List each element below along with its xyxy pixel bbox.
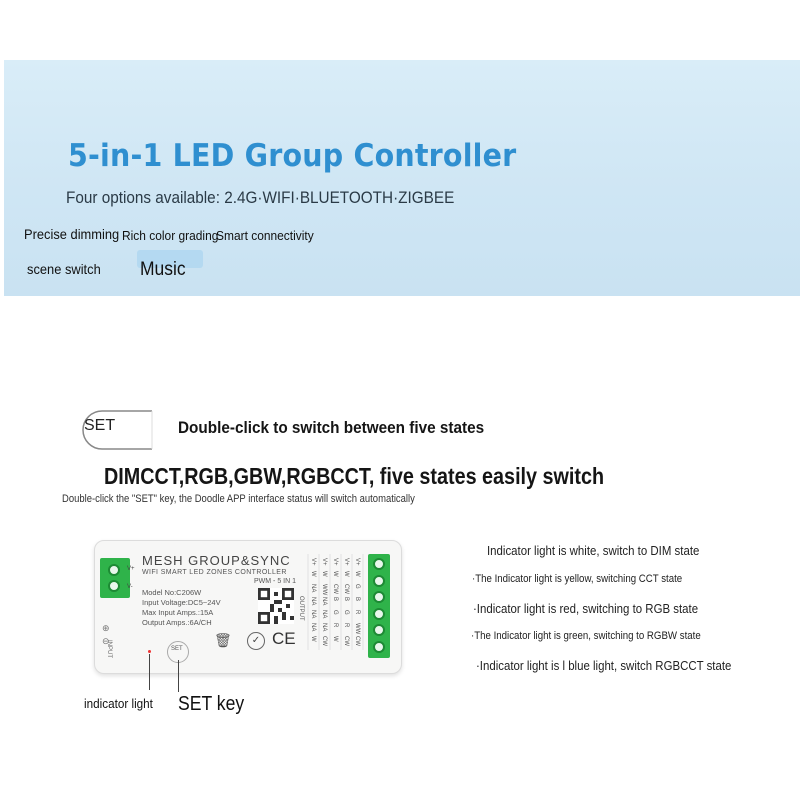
indicator-light-label: indicator light <box>84 696 153 711</box>
output-table-cell: W <box>321 571 327 577</box>
output-table <box>306 554 368 654</box>
terminal-screw <box>373 641 385 653</box>
terminal-screw <box>108 580 120 592</box>
feature-rich-color: Rich color grading <box>122 228 219 243</box>
terminal-screw <box>373 591 385 603</box>
output-table-cell: W <box>332 571 338 577</box>
output-table-cell: W <box>310 636 316 642</box>
device-subtitle: WIFI SMART LED ZONES CONTROLLER <box>142 569 287 576</box>
feature-scene-switch: scene switch <box>27 261 101 277</box>
device-brand: MESH GROUP&SYNC <box>142 553 291 568</box>
output-table-cell: W <box>310 571 316 577</box>
page-title: 5-in-1 LED Group Controller <box>68 138 517 174</box>
output-table-cell: NA <box>310 610 316 619</box>
set-button-label: SET <box>84 417 116 434</box>
app-switch-note: Double-click the "SET" key, the Doodle APP interface status will switch automatically <box>62 493 415 505</box>
terminal-screw <box>373 575 385 587</box>
output-table-cell: CW <box>343 584 349 594</box>
output-table-cell: W <box>354 571 360 577</box>
terminal-screw <box>373 608 385 620</box>
state-rgbw: ·The Indicator light is green, switching to RGBW state <box>471 630 701 642</box>
output-table-cell: V+ <box>332 558 338 566</box>
v-plus-label: V+ <box>127 566 135 572</box>
indicator-led <box>148 650 151 653</box>
recycle-bin-icon: 🗑 <box>214 632 232 648</box>
output-table-cell: CW <box>354 636 360 646</box>
output-table-cell: WW <box>354 623 360 635</box>
output-table-cell: V+ <box>321 558 327 566</box>
output-table-cell: NA <box>321 610 327 619</box>
state-cct: ·The Indicator light is yellow, switching CCT state <box>472 573 683 585</box>
ce-mark: CE <box>272 629 296 648</box>
output-table-cell: NA <box>310 584 316 593</box>
output-table-cell: R <box>354 610 360 615</box>
indicator-callout-line <box>149 654 150 690</box>
state-rgb: ·Indicator light is red, switching to RGB state <box>473 601 699 616</box>
spec-model: Model No:C206W <box>142 588 202 597</box>
page-subtitle: Four options available: 2.4G·WIFI·BLUETOOTH·ZIGBEE <box>66 188 455 207</box>
output-table-cell: CW <box>332 584 338 594</box>
output-table-cell: WW <box>321 584 327 596</box>
device-model-line: PWM - 5 IN 1 <box>254 578 297 585</box>
output-label: OUTPUT <box>298 596 304 621</box>
state-rgbcct: ·Indicator light is l blue light, switch RGBCCT state <box>476 658 732 673</box>
minus-icon: ⊖ <box>102 636 110 646</box>
feature-precise-dimming: Precise dimming <box>24 226 120 242</box>
spec-input-amps: Max Input Amps.:15A <box>142 608 214 617</box>
double-click-text: Double-click to switch between five states <box>178 418 485 437</box>
output-table-cell: G <box>343 610 349 615</box>
terminal-screw <box>373 624 385 636</box>
output-table-cell: W <box>332 636 338 642</box>
output-table-cell: V+ <box>343 558 349 566</box>
output-table-cell: R <box>343 623 349 628</box>
output-table-cell: CW <box>343 636 349 646</box>
output-table-cell: B <box>354 597 360 602</box>
device-set-button-text: SET <box>171 646 183 652</box>
terminal-screw <box>373 558 385 570</box>
spec-output-amps: Output Amps.:6A/CH <box>142 618 212 627</box>
check-icon: ✓ <box>247 632 265 650</box>
plus-icon: ⊕ <box>102 623 110 633</box>
spec-voltage: Input Voltage:DC5~24V <box>142 598 221 607</box>
set-key-callout-line <box>178 660 179 692</box>
output-table-cell: NA <box>321 597 327 606</box>
hero-banner <box>4 60 800 296</box>
output-table-cell: W <box>343 571 349 577</box>
five-states-headline: DIMCCT,RGB,GBW,RGBCCT, five states easily switch <box>104 463 605 489</box>
output-table-cell: NA <box>321 623 327 632</box>
output-table-cell: CW <box>321 636 327 646</box>
output-table-cell: G <box>332 610 338 615</box>
output-table-cell: V+ <box>310 558 316 566</box>
output-table-cell: NA <box>310 597 316 606</box>
qr-code-icon <box>258 588 294 624</box>
output-table-cell: B <box>343 597 349 602</box>
output-table-cell: B <box>332 597 338 602</box>
input-label: INPUT <box>106 640 112 658</box>
state-dim: Indicator light is white, switch to DIM state <box>487 543 700 558</box>
v-minus-label: V- <box>127 584 133 590</box>
output-table-cell: G <box>354 584 360 589</box>
output-table-cell: R <box>332 623 338 628</box>
output-table-cell: V+ <box>354 558 360 566</box>
set-key-label: SET key <box>178 693 245 715</box>
feature-music: Music <box>140 259 186 280</box>
output-table-cell: NA <box>310 623 316 632</box>
feature-smart-connectivity: Smart connectivity <box>216 228 314 243</box>
terminal-screw <box>108 564 120 576</box>
